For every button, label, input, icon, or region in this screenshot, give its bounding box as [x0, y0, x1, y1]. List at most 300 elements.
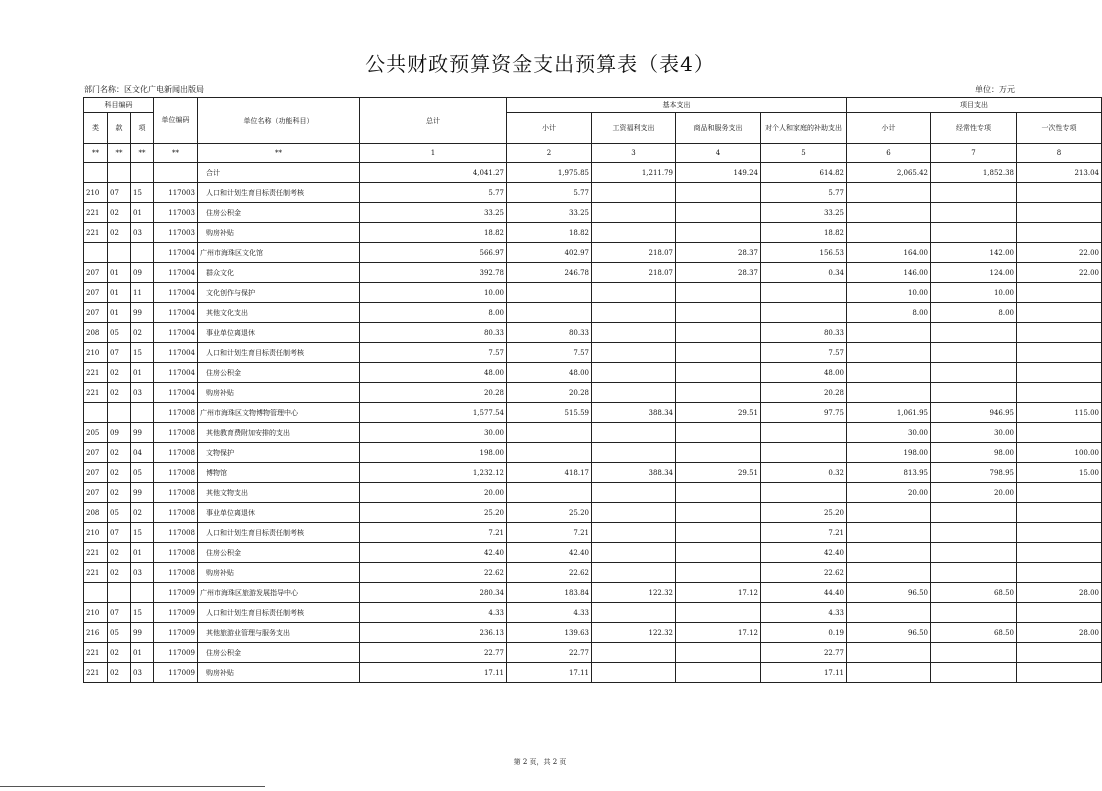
cell-total: 18.82 — [360, 223, 507, 243]
header-xiang: 项 — [131, 113, 154, 144]
cell-total: 25.20 — [360, 503, 507, 523]
cell-subject-kuan: 07 — [108, 343, 131, 363]
header-number-cell: 1 — [360, 144, 507, 163]
cell-recurring: 1,852.38 — [931, 163, 1017, 183]
cell-subject-kuan: 01 — [108, 303, 131, 323]
cell-subject-xiang: 09 — [131, 263, 154, 283]
cell-subsidy: 20.28 — [761, 383, 847, 403]
cell-basic-subtotal: 22.62 — [507, 563, 592, 583]
cell-subject-lei: 210 — [84, 343, 108, 363]
header-number-cell: ** — [131, 144, 154, 163]
cell-subject-lei: 210 — [84, 523, 108, 543]
cell-goods: 17.12 — [676, 583, 761, 603]
cell-unit-name: 文化创作与保护 — [198, 283, 360, 303]
cell-project-subtotal — [847, 363, 931, 383]
table-row — [84, 563, 1102, 583]
table-row — [84, 463, 1102, 483]
cell-unit-name: 人口和计划生育目标责任制考核 — [198, 343, 360, 363]
cell-goods — [676, 323, 761, 343]
table-row — [84, 543, 1102, 563]
cell-unit-code: 117008 — [154, 523, 198, 543]
cell-subject-lei: 216 — [84, 623, 108, 643]
cell-project-subtotal — [847, 663, 931, 683]
table-row — [84, 363, 1102, 383]
cell-subsidy: 0.19 — [761, 623, 847, 643]
cell-goods: 17.12 — [676, 623, 761, 643]
cell-onetime: 28.00 — [1017, 583, 1102, 603]
cell-unit-code: 117008 — [154, 483, 198, 503]
cell-project-subtotal — [847, 543, 931, 563]
table-row — [84, 303, 1102, 323]
cell-subsidy: 33.25 — [761, 203, 847, 223]
cell-subject-kuan: 02 — [108, 363, 131, 383]
cell-onetime — [1017, 283, 1102, 303]
cell-goods — [676, 643, 761, 663]
cell-goods: 29.51 — [676, 403, 761, 423]
cell-subject-lei: 207 — [84, 463, 108, 483]
cell-basic-subtotal: 515.59 — [507, 403, 592, 423]
cell-project-subtotal — [847, 523, 931, 543]
cell-subject-lei: 221 — [84, 543, 108, 563]
cell-project-subtotal: 198.00 — [847, 443, 931, 463]
cell-subject-lei: 207 — [84, 263, 108, 283]
cell-basic-subtotal: 418.17 — [507, 463, 592, 483]
cell-subject-xiang — [131, 163, 154, 183]
cell-onetime: 28.00 — [1017, 623, 1102, 643]
cell-recurring — [931, 323, 1017, 343]
cell-onetime — [1017, 503, 1102, 523]
cell-subsidy: 4.33 — [761, 603, 847, 623]
cell-subsidy: 18.82 — [761, 223, 847, 243]
header-basic-subtotal: 小计 — [507, 113, 592, 144]
cell-onetime — [1017, 603, 1102, 623]
cell-total: 280.34 — [360, 583, 507, 603]
cell-unit-code: 117003 — [154, 203, 198, 223]
header-project-subtotal: 小计 — [847, 113, 931, 144]
cell-salary — [592, 663, 676, 683]
cell-subject-kuan — [108, 583, 131, 603]
cell-basic-subtotal: 22.77 — [507, 643, 592, 663]
cell-basic-subtotal: 80.33 — [507, 323, 592, 343]
cell-subject-lei — [84, 403, 108, 423]
cell-salary — [592, 363, 676, 383]
cell-salary — [592, 483, 676, 503]
header-lei: 类 — [84, 113, 108, 144]
cell-unit-name: 其他文化支出 — [198, 303, 360, 323]
cell-subject-xiang: 03 — [131, 663, 154, 683]
cell-subject-xiang: 99 — [131, 623, 154, 643]
cell-basic-subtotal — [507, 423, 592, 443]
cell-basic-subtotal — [507, 443, 592, 463]
table-row — [84, 503, 1102, 523]
cell-unit-code: 117009 — [154, 583, 198, 603]
cell-basic-subtotal: 42.40 — [507, 543, 592, 563]
cell-salary: 388.34 — [592, 403, 676, 423]
cell-basic-subtotal: 5.77 — [507, 183, 592, 203]
cell-total: 22.77 — [360, 643, 507, 663]
cell-subject-lei: 207 — [84, 443, 108, 463]
cell-subsidy — [761, 303, 847, 323]
cell-salary — [592, 443, 676, 463]
cell-subject-lei: 221 — [84, 223, 108, 243]
cell-onetime — [1017, 543, 1102, 563]
cell-subject-kuan: 05 — [108, 503, 131, 523]
cell-subject-kuan — [108, 163, 131, 183]
cell-subject-kuan: 02 — [108, 203, 131, 223]
cell-recurring: 8.00 — [931, 303, 1017, 323]
header-unit-name: 单位名称（功能科目） — [198, 98, 360, 144]
cell-subject-xiang: 02 — [131, 503, 154, 523]
cell-salary: 122.32 — [592, 623, 676, 643]
cell-subsidy: 0.34 — [761, 263, 847, 283]
cell-subsidy: 22.62 — [761, 563, 847, 583]
cell-subject-kuan: 02 — [108, 663, 131, 683]
cell-subject-lei: 207 — [84, 483, 108, 503]
cell-subsidy: 17.11 — [761, 663, 847, 683]
cell-unit-code: 117004 — [154, 283, 198, 303]
cell-total: 17.11 — [360, 663, 507, 683]
cell-subject-xiang: 15 — [131, 603, 154, 623]
cell-unit-code: 117008 — [154, 403, 198, 423]
cell-basic-subtotal — [507, 303, 592, 323]
cell-recurring: 798.95 — [931, 463, 1017, 483]
cell-onetime: 22.00 — [1017, 243, 1102, 263]
cell-project-subtotal — [847, 203, 931, 223]
cell-unit-code: 117004 — [154, 243, 198, 263]
unit-label: 单位：万元 — [975, 85, 1015, 94]
department-label: 部门名称：区文化广电新闻出版局 — [84, 85, 204, 94]
cell-subject-xiang: 99 — [131, 303, 154, 323]
cell-unit-code: 117009 — [154, 623, 198, 643]
cell-recurring — [931, 383, 1017, 403]
cell-subject-kuan: 07 — [108, 603, 131, 623]
cell-subject-lei: 221 — [84, 383, 108, 403]
cell-basic-subtotal: 1,975.85 — [507, 163, 592, 183]
cell-recurring — [931, 203, 1017, 223]
cell-unit-name: 购房补贴 — [198, 383, 360, 403]
cell-subsidy: 80.33 — [761, 323, 847, 343]
cell-total: 1,232.12 — [360, 463, 507, 483]
cell-onetime — [1017, 363, 1102, 383]
cell-onetime: 213.04 — [1017, 163, 1102, 183]
cell-goods — [676, 543, 761, 563]
cell-subject-xiang: 01 — [131, 643, 154, 663]
cell-total: 392.78 — [360, 263, 507, 283]
cell-subsidy: 5.77 — [761, 183, 847, 203]
cell-subject-lei: 205 — [84, 423, 108, 443]
table-row — [84, 283, 1102, 303]
cell-subject-kuan: 07 — [108, 183, 131, 203]
cell-salary: 1,211.79 — [592, 163, 676, 183]
cell-project-subtotal: 2,065.42 — [847, 163, 931, 183]
cell-subject-kuan: 02 — [108, 223, 131, 243]
cell-project-subtotal: 164.00 — [847, 243, 931, 263]
cell-unit-name: 购房补贴 — [198, 663, 360, 683]
cell-unit-code: 117003 — [154, 223, 198, 243]
cell-goods: 29.51 — [676, 463, 761, 483]
cell-salary — [592, 563, 676, 583]
cell-project-subtotal — [847, 643, 931, 663]
cell-unit-name: 住房公积金 — [198, 643, 360, 663]
cell-subject-kuan: 02 — [108, 383, 131, 403]
cell-subsidy: 0.32 — [761, 463, 847, 483]
cell-unit-code: 117004 — [154, 323, 198, 343]
cell-total: 1,577.54 — [360, 403, 507, 423]
header-number-cell: 4 — [676, 144, 761, 163]
cell-total: 4,041.27 — [360, 163, 507, 183]
cell-project-subtotal: 96.50 — [847, 583, 931, 603]
cell-project-subtotal: 96.50 — [847, 623, 931, 643]
scan-edge-line — [0, 786, 265, 787]
cell-unit-code: 117008 — [154, 563, 198, 583]
table-row — [84, 523, 1102, 543]
header-number-cell: 7 — [931, 144, 1017, 163]
table-row — [84, 203, 1102, 223]
cell-salary: 218.07 — [592, 263, 676, 283]
cell-total: 20.28 — [360, 383, 507, 403]
table-row — [84, 383, 1102, 403]
cell-onetime — [1017, 203, 1102, 223]
cell-unit-code: 117009 — [154, 603, 198, 623]
cell-recurring — [931, 503, 1017, 523]
header-number-cell: 6 — [847, 144, 931, 163]
cell-goods — [676, 343, 761, 363]
cell-basic-subtotal: 48.00 — [507, 363, 592, 383]
cell-total: 10.00 — [360, 283, 507, 303]
cell-subsidy: 97.75 — [761, 403, 847, 423]
page-title: 公共财政预算资金支出预算表（表4） — [365, 52, 715, 76]
cell-subject-xiang: 99 — [131, 423, 154, 443]
page-footer: 第 2 页，共 2 页 — [513, 758, 567, 766]
cell-onetime — [1017, 183, 1102, 203]
cell-onetime: 100.00 — [1017, 443, 1102, 463]
cell-total: 198.00 — [360, 443, 507, 463]
cell-subject-xiang: 15 — [131, 343, 154, 363]
cell-unit-name: 事业单位离退休 — [198, 503, 360, 523]
cell-subsidy: 614.82 — [761, 163, 847, 183]
cell-goods — [676, 423, 761, 443]
cell-subject-xiang — [131, 243, 154, 263]
cell-subsidy: 156.53 — [761, 243, 847, 263]
cell-subsidy — [761, 483, 847, 503]
cell-recurring — [931, 563, 1017, 583]
cell-project-subtotal — [847, 603, 931, 623]
cell-total: 42.40 — [360, 543, 507, 563]
cell-project-subtotal — [847, 343, 931, 363]
cell-subject-xiang: 04 — [131, 443, 154, 463]
cell-goods — [676, 363, 761, 383]
cell-goods — [676, 503, 761, 523]
cell-goods — [676, 223, 761, 243]
cell-subject-xiang: 11 — [131, 283, 154, 303]
cell-onetime: 115.00 — [1017, 403, 1102, 423]
cell-onetime — [1017, 563, 1102, 583]
cell-onetime — [1017, 343, 1102, 363]
cell-project-subtotal — [847, 563, 931, 583]
cell-basic-subtotal: 33.25 — [507, 203, 592, 223]
cell-unit-code: 117004 — [154, 363, 198, 383]
header-subject-code: 科目编码 — [84, 98, 154, 113]
table-row — [84, 623, 1102, 643]
cell-subject-xiang — [131, 403, 154, 423]
cell-basic-subtotal: 4.33 — [507, 603, 592, 623]
header-number-cell: ** — [198, 144, 360, 163]
cell-basic-subtotal: 402.97 — [507, 243, 592, 263]
table-row — [84, 183, 1102, 203]
header-total: 总计 — [360, 98, 507, 144]
cell-recurring: 124.00 — [931, 263, 1017, 283]
header-number-cell: 3 — [592, 144, 676, 163]
cell-subject-kuan: 02 — [108, 543, 131, 563]
table-row — [84, 343, 1102, 363]
cell-salary — [592, 643, 676, 663]
cell-subject-lei: 221 — [84, 363, 108, 383]
cell-total: 22.62 — [360, 563, 507, 583]
cell-project-subtotal: 20.00 — [847, 483, 931, 503]
cell-unit-code: 117008 — [154, 463, 198, 483]
header-goods: 商品和服务支出 — [676, 113, 761, 144]
cell-total: 7.21 — [360, 523, 507, 543]
cell-subject-xiang: 03 — [131, 563, 154, 583]
cell-subject-xiang: 01 — [131, 543, 154, 563]
cell-goods: 28.37 — [676, 243, 761, 263]
cell-total: 80.33 — [360, 323, 507, 343]
table-row — [84, 423, 1102, 443]
cell-goods — [676, 303, 761, 323]
cell-recurring — [931, 343, 1017, 363]
table-row — [84, 643, 1102, 663]
cell-basic-subtotal: 139.63 — [507, 623, 592, 643]
cell-salary — [592, 283, 676, 303]
cell-recurring: 946.95 — [931, 403, 1017, 423]
cell-unit-name: 博物馆 — [198, 463, 360, 483]
cell-subject-lei: 207 — [84, 303, 108, 323]
cell-subject-xiang: 99 — [131, 483, 154, 503]
cell-recurring — [931, 523, 1017, 543]
header-number-row — [84, 144, 1102, 163]
cell-unit-code: 117004 — [154, 263, 198, 283]
table-row — [84, 243, 1102, 263]
cell-subject-lei: 208 — [84, 503, 108, 523]
cell-salary — [592, 303, 676, 323]
cell-onetime: 15.00 — [1017, 463, 1102, 483]
cell-salary: 218.07 — [592, 243, 676, 263]
cell-subject-xiang: 02 — [131, 323, 154, 343]
cell-salary — [592, 603, 676, 623]
cell-project-subtotal — [847, 323, 931, 343]
header-subsidy: 对个人和家庭的补助支出 — [761, 113, 847, 144]
cell-subject-lei: 221 — [84, 203, 108, 223]
cell-goods — [676, 183, 761, 203]
cell-total: 33.25 — [360, 203, 507, 223]
cell-subsidy: 42.40 — [761, 543, 847, 563]
header-number-cell: 2 — [507, 144, 592, 163]
cell-total: 48.00 — [360, 363, 507, 383]
cell-basic-subtotal: 20.28 — [507, 383, 592, 403]
cell-unit-name: 住房公积金 — [198, 203, 360, 223]
cell-basic-subtotal — [507, 283, 592, 303]
cell-salary — [592, 223, 676, 243]
cell-total: 20.00 — [360, 483, 507, 503]
cell-onetime — [1017, 303, 1102, 323]
cell-total: 566.97 — [360, 243, 507, 263]
header-number-cell: 5 — [761, 144, 847, 163]
cell-recurring — [931, 183, 1017, 203]
cell-subject-xiang: 01 — [131, 203, 154, 223]
cell-subject-kuan: 02 — [108, 643, 131, 663]
cell-recurring: 30.00 — [931, 423, 1017, 443]
cell-goods — [676, 603, 761, 623]
cell-unit-code: 117008 — [154, 443, 198, 463]
cell-unit-code: 117008 — [154, 423, 198, 443]
table-row — [84, 663, 1102, 683]
cell-unit-code: 117009 — [154, 663, 198, 683]
cell-recurring — [931, 363, 1017, 383]
cell-unit-name: 文物保护 — [198, 443, 360, 463]
cell-goods — [676, 383, 761, 403]
cell-project-subtotal: 10.00 — [847, 283, 931, 303]
cell-unit-name: 合计 — [198, 163, 360, 183]
cell-subject-kuan: 02 — [108, 483, 131, 503]
header-number-cell: ** — [154, 144, 198, 163]
cell-subsidy: 48.00 — [761, 363, 847, 383]
cell-subject-kuan: 09 — [108, 423, 131, 443]
table-row — [84, 583, 1102, 603]
header-number-cell: ** — [108, 144, 131, 163]
header-onetime: 一次性专项 — [1017, 113, 1102, 144]
cell-subsidy — [761, 423, 847, 443]
cell-recurring: 68.50 — [931, 623, 1017, 643]
cell-subject-xiang: 15 — [131, 183, 154, 203]
cell-subject-kuan — [108, 403, 131, 423]
cell-salary — [592, 383, 676, 403]
cell-project-subtotal: 1,061.95 — [847, 403, 931, 423]
cell-unit-name: 广州市海珠区文物博物管理中心 — [198, 403, 360, 423]
cell-unit-code: 117004 — [154, 343, 198, 363]
cell-project-subtotal — [847, 183, 931, 203]
table-row — [84, 403, 1102, 423]
cell-subject-lei: 221 — [84, 663, 108, 683]
cell-subsidy — [761, 443, 847, 463]
cell-subject-lei: 210 — [84, 603, 108, 623]
table-row — [84, 603, 1102, 623]
cell-subject-xiang: 01 — [131, 363, 154, 383]
cell-unit-code: 117004 — [154, 383, 198, 403]
cell-onetime: 22.00 — [1017, 263, 1102, 283]
cell-subject-xiang: 05 — [131, 463, 154, 483]
cell-onetime — [1017, 423, 1102, 443]
cell-unit-name: 其他文物支出 — [198, 483, 360, 503]
cell-salary — [592, 203, 676, 223]
cell-recurring — [931, 643, 1017, 663]
cell-salary — [592, 323, 676, 343]
cell-subject-lei — [84, 583, 108, 603]
cell-subsidy: 7.21 — [761, 523, 847, 543]
cell-recurring: 68.50 — [931, 583, 1017, 603]
table-row — [84, 483, 1102, 503]
table-row — [84, 323, 1102, 343]
cell-subject-kuan: 01 — [108, 283, 131, 303]
cell-total: 5.77 — [360, 183, 507, 203]
cell-basic-subtotal: 183.84 — [507, 583, 592, 603]
cell-recurring — [931, 603, 1017, 623]
cell-subject-lei: 210 — [84, 183, 108, 203]
cell-onetime — [1017, 483, 1102, 503]
cell-unit-name: 人口和计划生育目标责任制考核 — [198, 603, 360, 623]
cell-subject-kuan — [108, 243, 131, 263]
cell-basic-subtotal: 7.21 — [507, 523, 592, 543]
cell-salary: 122.32 — [592, 583, 676, 603]
